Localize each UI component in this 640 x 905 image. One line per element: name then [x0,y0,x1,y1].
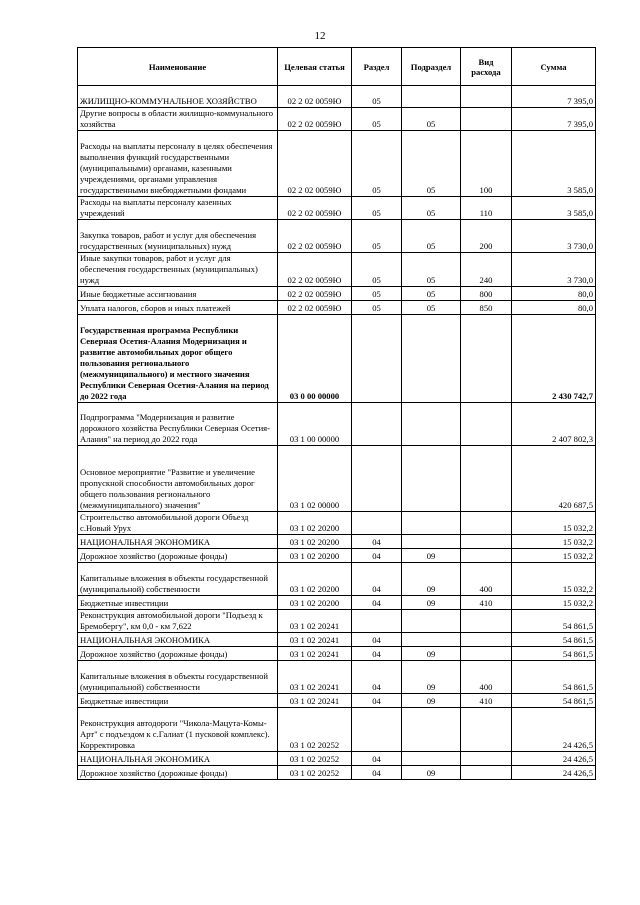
row-subsection-cell: 09 [402,661,461,694]
row-subsection-cell: 05 [402,108,461,131]
row-name-cell: Иные закупки товаров, работ и услуг для обеспечения государственных (муниципальных) нужд [78,253,278,287]
row-sum-cell: 15 032,2 [512,535,596,549]
column-header-name: Наименование [78,48,278,86]
table-row [78,220,596,253]
row-subsection-cell: 09 [402,549,461,563]
row-expense-type-cell [461,512,512,535]
row-target-cell: 03 1 02 20252 [278,766,352,780]
row-section-cell [352,610,402,633]
row-section-cell [352,403,402,446]
page-number: 12 [314,30,326,42]
row-target-cell: 03 1 02 20241 [278,633,352,647]
row-section-cell: 04 [352,766,402,780]
row-expense-type-cell [461,403,512,446]
table-row [78,610,596,633]
row-target-cell: 03 1 02 20241 [278,647,352,661]
row-name-cell: НАЦИОНАЛЬНАЯ ЭКОНОМИКА [78,752,278,766]
row-subsection-cell: 05 [402,253,461,287]
row-target-cell: 02 2 02 0059Ю [278,197,352,220]
row-expense-type-cell [461,535,512,549]
row-expense-type-cell: 800 [461,287,512,301]
row-subsection-cell [402,512,461,535]
row-section-cell: 04 [352,549,402,563]
row-subsection-cell: 05 [402,197,461,220]
row-sum-cell: 54 861,5 [512,610,596,633]
row-expense-type-cell: 200 [461,220,512,253]
table-row [78,287,596,301]
row-subsection-cell: 05 [402,301,461,315]
row-subsection-cell: 05 [402,287,461,301]
row-target-cell: 03 1 02 20241 [278,661,352,694]
row-target-cell: 03 1 02 20241 [278,610,352,633]
row-section-cell: 04 [352,633,402,647]
budget-table [77,47,596,780]
row-name-cell: Дорожное хозяйство (дорожные фонды) [78,549,278,563]
row-sum-cell: 24 426,5 [512,766,596,780]
row-sum-cell: 3 585,0 [512,131,596,197]
row-subsection-cell: 09 [402,563,461,596]
row-sum-cell: 24 426,5 [512,752,596,766]
column-header-subsection: Подраздел [402,48,461,86]
row-expense-type-cell: 110 [461,197,512,220]
row-name-cell: НАЦИОНАЛЬНАЯ ЭКОНОМИКА [78,535,278,549]
row-section-cell: 05 [352,86,402,108]
row-expense-type-cell [461,647,512,661]
row-sum-cell: 7 395,0 [512,86,596,108]
table-row [78,315,596,403]
row-target-cell: 02 2 02 0059Ю [278,131,352,197]
row-sum-cell: 2 407 802,3 [512,403,596,446]
row-name-cell: ЖИЛИЩНО-КОММУНАЛЬНОЕ ХОЗЯЙСТВО [78,86,278,108]
row-subsection-cell: 09 [402,694,461,708]
row-name-cell: Основное мероприятие "Развитие и увеличение пропускной способности автомобильных дорог общего пользования регионального (межмуниципального) значения" [78,446,278,512]
row-target-cell: 03 1 00 00000 [278,403,352,446]
row-subsection-cell: 09 [402,766,461,780]
row-subsection-cell [402,752,461,766]
row-expense-type-cell: 850 [461,301,512,315]
row-expense-type-cell: 410 [461,596,512,610]
row-subsection-cell [402,86,461,108]
row-section-cell: 04 [352,661,402,694]
row-section-cell: 05 [352,108,402,131]
row-expense-type-cell: 400 [461,661,512,694]
table-row [78,549,596,563]
column-header-expense-type: Вид расхода [461,48,512,86]
row-section-cell: 05 [352,287,402,301]
table-row [78,108,596,131]
table-row [78,403,596,446]
row-expense-type-cell [461,708,512,752]
row-sum-cell: 80,0 [512,301,596,315]
row-name-cell: Расходы на выплаты персоналу казенных учреждений [78,197,278,220]
row-subsection-cell: 05 [402,220,461,253]
row-name-cell: Подпрограмма "Модернизация и развитие дорожного хозяйства Республики Северная Осетия-Алания" на период до 2022 года [78,403,278,446]
row-target-cell: 03 1 02 00000 [278,446,352,512]
row-target-cell: 03 1 02 20200 [278,549,352,563]
row-sum-cell: 80,0 [512,287,596,301]
row-sum-cell: 2 430 742,7 [512,315,596,403]
row-section-cell: 04 [352,694,402,708]
row-section-cell: 04 [352,752,402,766]
table-row [78,708,596,752]
row-sum-cell: 15 032,2 [512,563,596,596]
row-name-cell: Строительство автомобильной дороги Объезд с.Новый Урух [78,512,278,535]
row-sum-cell: 15 032,2 [512,596,596,610]
column-header-target: Целевая статья [278,48,352,86]
row-expense-type-cell [461,610,512,633]
column-header-sum: Сумма [512,48,596,86]
row-name-cell: Бюджетные инвестиции [78,596,278,610]
row-name-cell: Государственная программа Республики Северная Осетия-Алания Модернизация и развитие автомобильных дорог общего пользования регионального (межмуниципального) и местного значения Республики Северная Осетия-Алания на период до 2022 года [78,315,278,403]
table-row [78,197,596,220]
row-target-cell: 03 1 02 20252 [278,708,352,752]
row-expense-type-cell [461,315,512,403]
row-expense-type-cell: 400 [461,563,512,596]
row-section-cell: 04 [352,535,402,549]
row-section-cell: 05 [352,197,402,220]
table-row [78,253,596,287]
row-sum-cell: 3 585,0 [512,197,596,220]
row-subsection-cell [402,315,461,403]
row-expense-type-cell [461,108,512,131]
row-name-cell: Дорожное хозяйство (дорожные фонды) [78,766,278,780]
column-header-section: Раздел [352,48,402,86]
row-name-cell: Закупка товаров, работ и услуг для обеспечения государственных (муниципальных) нужд [78,220,278,253]
table-row [78,131,596,197]
row-target-cell: 02 2 02 0059Ю [278,287,352,301]
row-target-cell: 03 1 02 20200 [278,596,352,610]
row-subsection-cell [402,633,461,647]
table-row [78,596,596,610]
row-target-cell: 02 2 02 0059Ю [278,86,352,108]
row-sum-cell: 15 032,2 [512,512,596,535]
row-expense-type-cell: 410 [461,694,512,708]
row-section-cell: 05 [352,220,402,253]
row-name-cell: НАЦИОНАЛЬНАЯ ЭКОНОМИКА [78,633,278,647]
row-sum-cell: 3 730,0 [512,220,596,253]
row-name-cell: Реконструкция автодороги "Чикола-Мацута-Комы-Арт" с подъездом к с.Галиат (1 пусковой комплекс). Корректировка [78,708,278,752]
row-expense-type-cell [461,633,512,647]
table-row [78,86,596,108]
row-name-cell: Бюджетные инвестиции [78,694,278,708]
row-name-cell: Реконструкция автомобильной дороги "Подъезд к Бремобергу", км 0,0 - км 7,622 [78,610,278,633]
row-sum-cell: 3 730,0 [512,253,596,287]
row-sum-cell: 420 687,5 [512,446,596,512]
row-section-cell [352,446,402,512]
row-target-cell: 02 2 02 0059Ю [278,301,352,315]
row-subsection-cell [402,708,461,752]
row-expense-type-cell [461,446,512,512]
row-section-cell: 04 [352,596,402,610]
row-section-cell [352,315,402,403]
row-target-cell: 03 0 00 00000 [278,315,352,403]
row-section-cell: 05 [352,301,402,315]
table-row [78,633,596,647]
row-subsection-cell: 05 [402,131,461,197]
row-name-cell: Другие вопросы в области жилищно-коммунального хозяйства [78,108,278,131]
row-name-cell: Дорожное хозяйство (дорожные фонды) [78,647,278,661]
row-subsection-cell [402,610,461,633]
row-sum-cell: 54 861,5 [512,661,596,694]
row-expense-type-cell [461,766,512,780]
row-expense-type-cell [461,752,512,766]
row-sum-cell: 54 861,5 [512,633,596,647]
row-subsection-cell [402,403,461,446]
table-header-row [78,48,596,86]
row-section-cell: 05 [352,253,402,287]
row-expense-type-cell [461,549,512,563]
row-expense-type-cell [461,86,512,108]
row-subsection-cell [402,446,461,512]
row-sum-cell: 54 861,5 [512,694,596,708]
row-target-cell: 02 2 02 0059Ю [278,220,352,253]
row-target-cell: 03 1 02 20200 [278,512,352,535]
row-name-cell: Иные бюджетные ассигнования [78,287,278,301]
row-section-cell: 04 [352,563,402,596]
row-subsection-cell: 09 [402,596,461,610]
row-target-cell: 03 1 02 20200 [278,563,352,596]
row-sum-cell: 24 426,5 [512,708,596,752]
row-target-cell: 02 2 02 0059Ю [278,108,352,131]
row-target-cell: 03 1 02 20252 [278,752,352,766]
table-row [78,301,596,315]
row-expense-type-cell: 240 [461,253,512,287]
table-row [78,752,596,766]
row-target-cell: 03 1 02 20241 [278,694,352,708]
row-target-cell: 02 2 02 0059Ю [278,253,352,287]
row-sum-cell: 7 395,0 [512,108,596,131]
row-name-cell: Капитальные вложения в объекты государственной (муниципальной) собственности [78,661,278,694]
row-subsection-cell [402,535,461,549]
row-expense-type-cell: 100 [461,131,512,197]
row-sum-cell: 15 032,2 [512,549,596,563]
row-section-cell: 05 [352,131,402,197]
row-name-cell: Уплата налогов, сборов и иных платежей [78,301,278,315]
row-target-cell: 03 1 02 20200 [278,535,352,549]
table-row [78,661,596,694]
row-section-cell: 04 [352,647,402,661]
table-row [78,446,596,512]
table-row [78,694,596,708]
table-row [78,647,596,661]
row-sum-cell: 54 861,5 [512,647,596,661]
row-subsection-cell: 09 [402,647,461,661]
table-row [78,512,596,535]
row-section-cell [352,708,402,752]
row-name-cell: Расходы на выплаты персоналу в целях обеспечения выполнения функций государственными (муниципальными) органами, казенными учреждениями, органами управления государственными внебюджетными фондами [78,131,278,197]
table-row [78,535,596,549]
table-row [78,563,596,596]
row-name-cell: Капитальные вложения в объекты государственной (муниципальной) собственности [78,563,278,596]
row-section-cell [352,512,402,535]
table-row [78,766,596,780]
